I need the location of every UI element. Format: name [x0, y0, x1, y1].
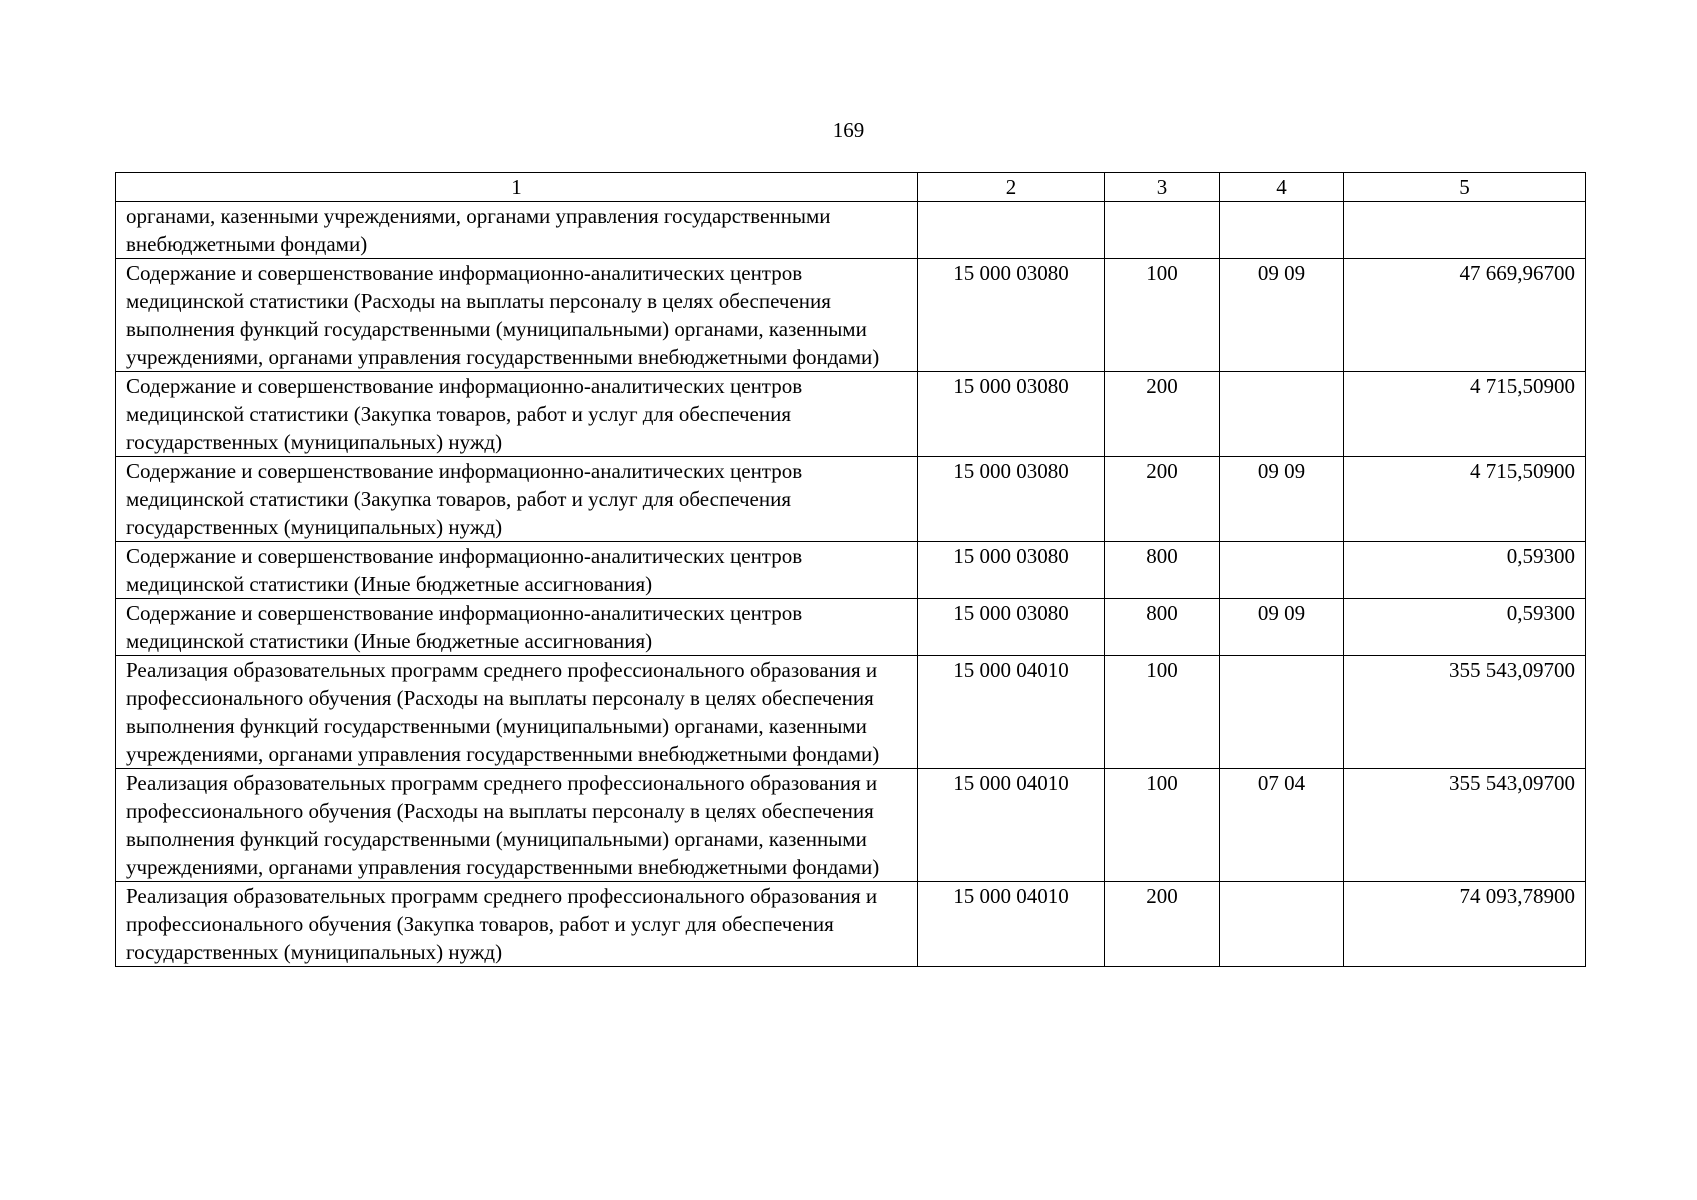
row-amount: 0,59300 — [1344, 599, 1586, 656]
table-body — [116, 202, 1586, 967]
header-col-1: 1 — [116, 173, 918, 202]
table-row — [116, 656, 1586, 769]
row-amount: 4 715,50900 — [1344, 457, 1586, 542]
header-col-2: 2 — [918, 173, 1105, 202]
row-section: 07 04 — [1220, 769, 1344, 882]
row-expense-type: 100 — [1105, 769, 1220, 882]
row-target-code: 15 000 03080 — [918, 259, 1105, 372]
row-target-code: 15 000 03080 — [918, 457, 1105, 542]
row-expense-type — [1105, 202, 1220, 259]
table-row — [116, 202, 1586, 259]
row-description: Содержание и совершенствование информационно-аналитических центров медицинской статистики (Закупка товаров, работ и услуг для обеспечения государственных (муниципальных) нужд) — [116, 372, 918, 457]
row-expense-type: 200 — [1105, 457, 1220, 542]
row-section — [1220, 542, 1344, 599]
row-target-code: 15 000 03080 — [918, 599, 1105, 656]
header-col-5: 5 — [1344, 173, 1586, 202]
row-amount — [1344, 202, 1586, 259]
row-amount: 4 715,50900 — [1344, 372, 1586, 457]
row-section: 09 09 — [1220, 457, 1344, 542]
row-description: Содержание и совершенствование информационно-аналитических центров медицинской статистики (Иные бюджетные ассигнования) — [116, 599, 918, 656]
row-target-code: 15 000 04010 — [918, 769, 1105, 882]
row-target-code: 15 000 04010 — [918, 656, 1105, 769]
row-expense-type: 100 — [1105, 259, 1220, 372]
table-row — [116, 542, 1586, 599]
table-row — [116, 882, 1586, 967]
table-row — [116, 457, 1586, 542]
row-expense-type: 800 — [1105, 542, 1220, 599]
row-section — [1220, 656, 1344, 769]
header-row — [116, 173, 1586, 202]
row-section: 09 09 — [1220, 599, 1344, 656]
row-expense-type: 100 — [1105, 656, 1220, 769]
table-row — [116, 599, 1586, 656]
row-section — [1220, 372, 1344, 457]
row-section — [1220, 882, 1344, 967]
table-row — [116, 769, 1586, 882]
row-target-code: 15 000 03080 — [918, 372, 1105, 457]
row-description: Содержание и совершенствование информационно-аналитических центров медицинской статистики (Расходы на выплаты персоналу в целях обеспечения выполнения функций государственными (муниципальными) органами, казенными учреждениями, органами управления государственными внебюджетными фондами) — [116, 259, 918, 372]
row-description: Реализация образовательных программ среднего профессионального образования и профессионального обучения (Расходы на выплаты персоналу в целях обеспечения выполнения функций государственными (муниципальными) органами, казенными учреждениями, органами управления государственными внебюджетными фондами) — [116, 769, 918, 882]
table-row — [116, 259, 1586, 372]
row-amount: 47 669,96700 — [1344, 259, 1586, 372]
budget-table — [115, 172, 1586, 967]
row-target-code: 15 000 03080 — [918, 542, 1105, 599]
page-number: 169 — [832, 118, 865, 142]
row-section — [1220, 202, 1344, 259]
row-amount: 355 543,09700 — [1344, 769, 1586, 882]
row-description: органами, казенными учреждениями, органами управления государственными внебюджетными фондами) — [116, 202, 918, 259]
table-row — [116, 372, 1586, 457]
row-target-code — [918, 202, 1105, 259]
row-description: Реализация образовательных программ среднего профессионального образования и профессионального обучения (Расходы на выплаты персоналу в целях обеспечения выполнения функций государственными (муниципальными) органами, казенными учреждениями, органами управления государственными внебюджетными фондами) — [116, 656, 918, 769]
row-description: Реализация образовательных программ среднего профессионального образования и профессионального обучения (Закупка товаров, работ и услуг для обеспечения государственных (муниципальных) нужд) — [116, 882, 918, 967]
row-amount: 0,59300 — [1344, 542, 1586, 599]
row-description: Содержание и совершенствование информационно-аналитических центров медицинской статистики (Иные бюджетные ассигнования) — [116, 542, 918, 599]
row-description: Содержание и совершенствование информационно-аналитических центров медицинской статистики (Закупка товаров, работ и услуг для обеспечения государственных (муниципальных) нужд) — [116, 457, 918, 542]
row-expense-type: 200 — [1105, 882, 1220, 967]
table-header — [116, 173, 1586, 202]
header-col-4: 4 — [1220, 173, 1344, 202]
row-target-code: 15 000 04010 — [918, 882, 1105, 967]
header-col-3: 3 — [1105, 173, 1220, 202]
row-expense-type: 200 — [1105, 372, 1220, 457]
row-amount: 74 093,78900 — [1344, 882, 1586, 967]
row-amount: 355 543,09700 — [1344, 656, 1586, 769]
row-section: 09 09 — [1220, 259, 1344, 372]
row-expense-type: 800 — [1105, 599, 1220, 656]
